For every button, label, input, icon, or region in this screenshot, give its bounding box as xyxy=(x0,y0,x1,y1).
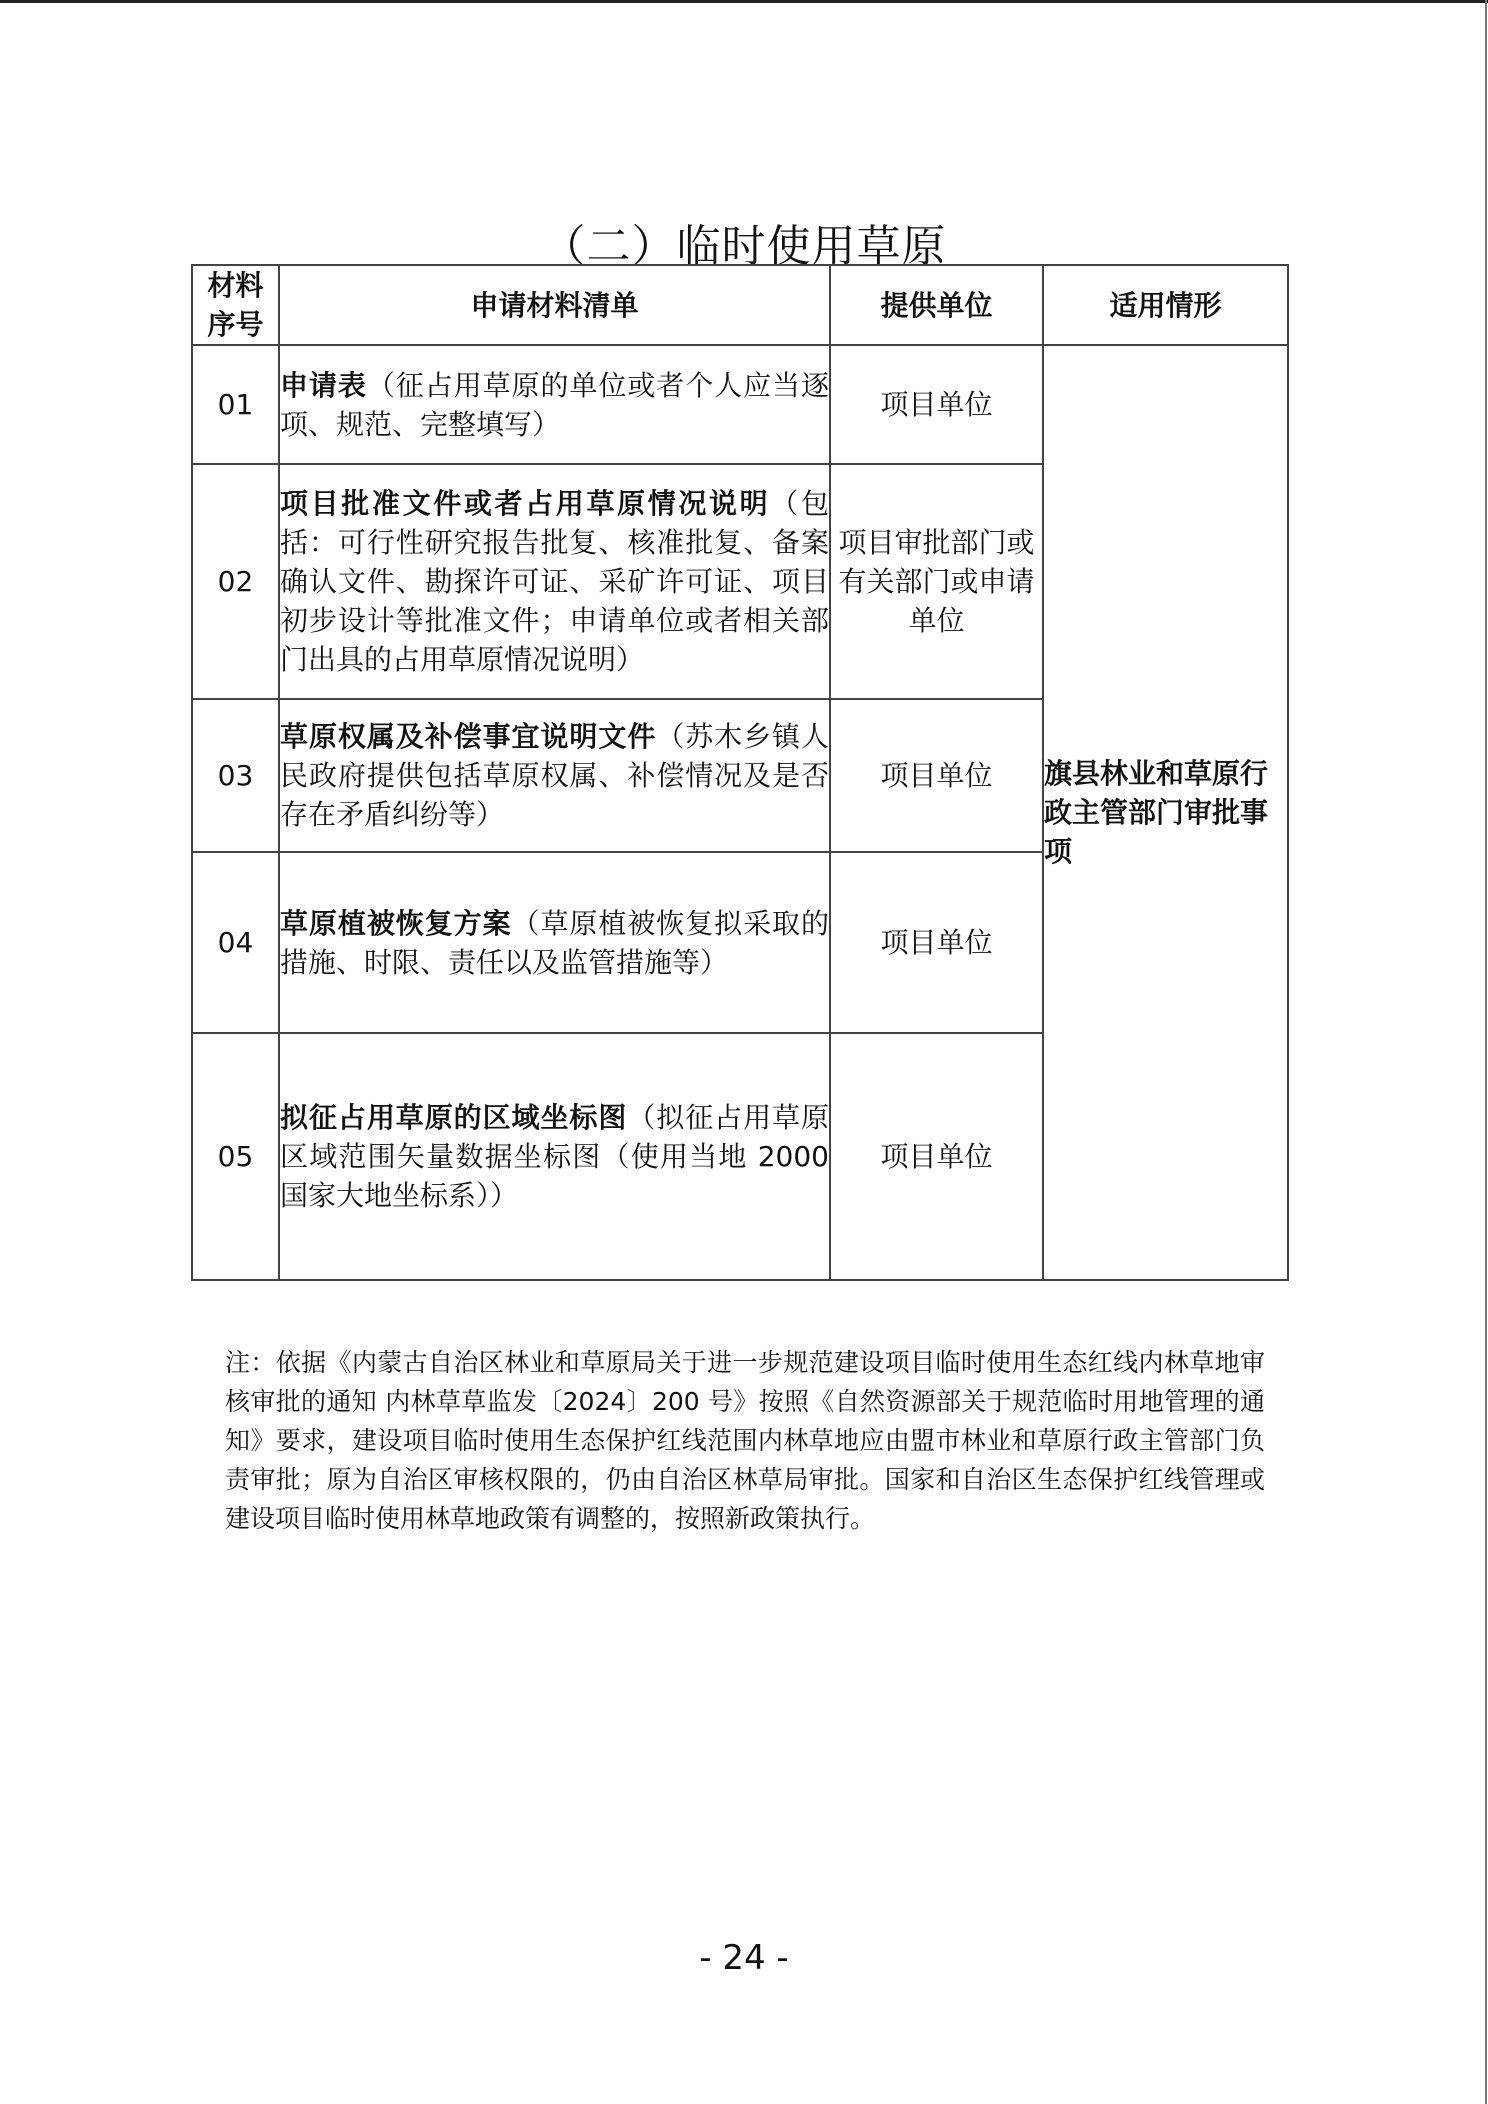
header-provider: 提供单位 xyxy=(830,265,1043,345)
row-provider: 项目审批部门或有关部门或申请单位 xyxy=(830,464,1043,699)
material-detail: （草原植被恢复拟采取的措施、时限、责任以及监管措施等） xyxy=(280,906,829,979)
row-material xyxy=(279,699,830,852)
header-materials: 申请材料清单 xyxy=(279,265,830,345)
material-detail: （征占用草原的单位或者个人应当逐项、规范、完整填写） xyxy=(280,368,829,441)
page-right-border xyxy=(1485,0,1487,2104)
row-material xyxy=(279,345,830,464)
material-title: 项目批准文件或者占用草原情况说明 xyxy=(280,487,771,520)
page-top-border xyxy=(0,0,1488,3)
row-seq: 01 xyxy=(192,345,279,464)
row-seq: 04 xyxy=(192,852,279,1033)
page-number: - 24 - xyxy=(699,1938,789,1978)
material-title: 草原权属及补偿事宜说明文件 xyxy=(280,720,657,753)
table-row xyxy=(192,345,1288,464)
row-provider: 项目单位 xyxy=(830,1033,1043,1280)
row-seq: 03 xyxy=(192,699,279,852)
row-seq: 05 xyxy=(192,1033,279,1280)
page-title: （二）临时使用草原 xyxy=(541,221,947,273)
material-title: 申请表 xyxy=(280,368,367,402)
row-material xyxy=(279,852,830,1033)
row-provider: 项目单位 xyxy=(830,345,1043,464)
header-scope: 适用情形 xyxy=(1043,265,1288,345)
header-seq xyxy=(192,265,279,345)
materials-table xyxy=(191,264,1289,1281)
header-seq-label: 材料 序号 xyxy=(207,269,264,341)
material-title: 拟征占用草原的区域坐标图 xyxy=(280,1101,628,1134)
material-detail: （拟征占用草原区域范围矢量数据坐标图（使用当地 2000 国家大地坐标系）） xyxy=(280,1101,829,1212)
row-scope: 旗县林业和草原行政主管部门审批事项 xyxy=(1043,345,1288,1280)
row-provider: 项目单位 xyxy=(830,852,1043,1033)
row-seq: 02 xyxy=(192,464,279,699)
footnote: 注：依据《内蒙古自治区林业和草原局关于进一步规范建设项目临时使用生态红线内林草地审核审批的通知 内林草草监发〔2024〕200 号》按照《自然资源部关于规范临时用地管理的通知》要求，建设项目临时使用生态保护红线范围内林草地应由盟市林业和草原行政主管部门负责审批；原为自治区审核权限的，仍由自治区林草局审批。国家和自治区生态保护红线管理或建设项目临时使用林草地政策有调整的，按照新政策执行。 xyxy=(225,1348,1265,1533)
material-detail: （苏木乡镇人民政府提供包括草原权属、补偿情况及是否存在矛盾纠纷等） xyxy=(280,720,829,831)
row-material xyxy=(279,464,830,699)
material-detail: （包括：可行性研究报告批复、核准批复、备案确认文件、勘探许可证、采矿许可证、项目初步设计等批准文件；申请单位或者相关部门出具的占用草原情况说明） xyxy=(280,487,829,676)
material-title: 草原植被恢复方案 xyxy=(280,906,512,940)
row-provider: 项目单位 xyxy=(830,699,1043,852)
row-material xyxy=(279,1033,830,1280)
table-header-row xyxy=(192,265,1288,345)
